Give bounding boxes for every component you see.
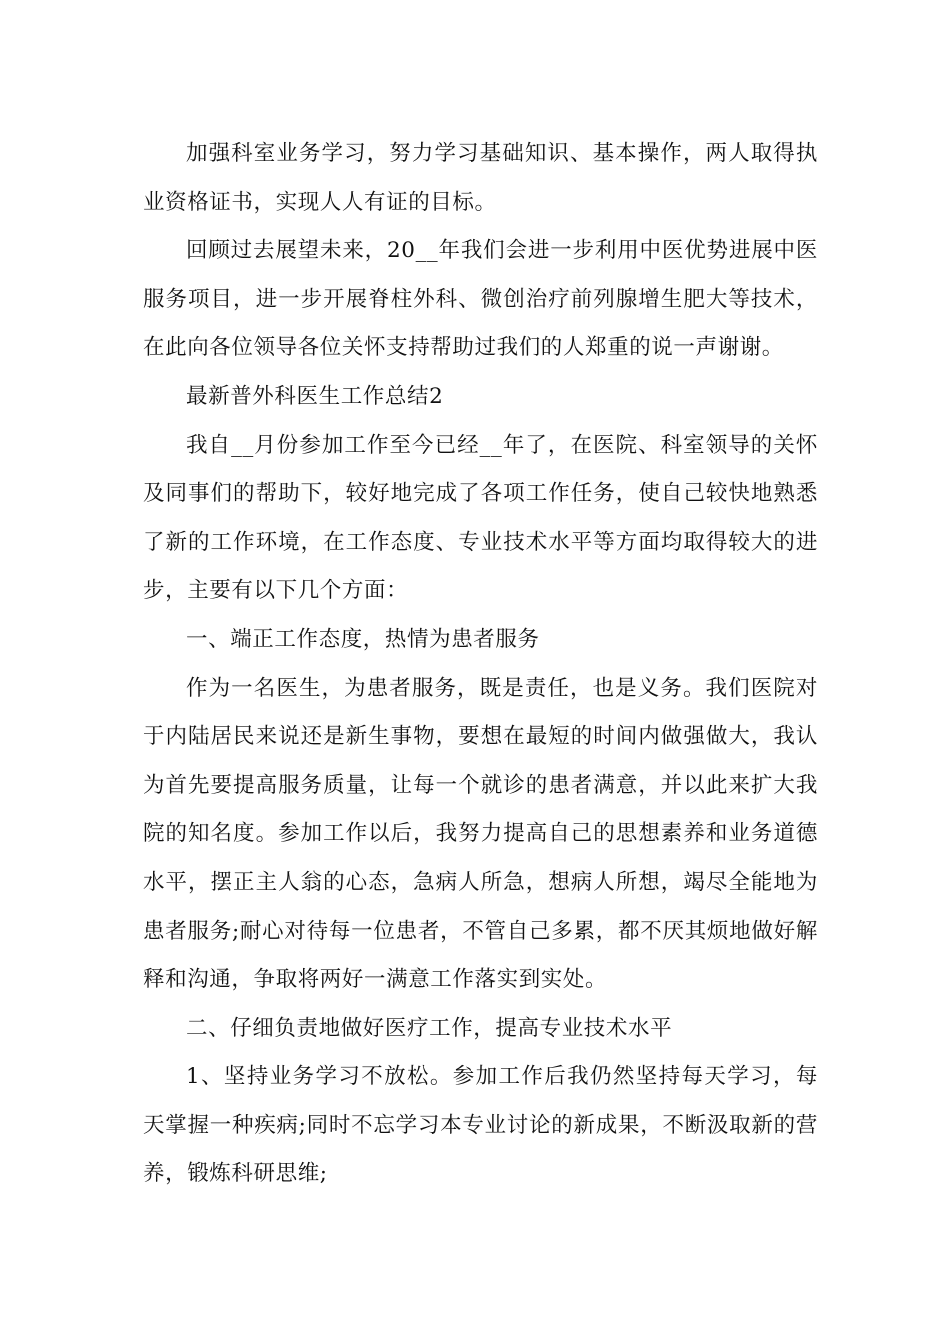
document-body xyxy=(143,130,818,1199)
paragraph-learning: 1、坚持业务学习不放松。参加工作后我仍然坚持每天学习，每天掌握一种疾病;同时不忘学习本专业讨论的新成果，不断汲取新的营养，锻炼科研思维; xyxy=(143,1064,818,1187)
heading-attitude: 一、端正工作态度，热情为患者服务 xyxy=(186,626,540,652)
paragraph-outlook: 回顾过去展望未来，20__年我们会进一步利用中医优势进展中医服务项目，进一步开展脊柱外科、微创治疗前列腺增生肥大等技术，在此向各位领导各位关怀支持帮助过我们的人郑重的说一声谢谢。 xyxy=(143,238,818,361)
heading-medical-work: 二、仔细负责地做好医疗工作，提高专业技术水平 xyxy=(186,1015,673,1041)
paragraph-intro: 我自__月份参加工作至今已经__年了，在医院、科室领导的关怀及同事们的帮助下，较好地完成了各项工作任务，使自己较快地熟悉了新的工作环境，在工作态度、专业技术水平等方面均取得较大的进步，主要有以下几个方面： xyxy=(143,432,818,604)
paragraph-service: 作为一名医生，为患者服务，既是责任，也是义务。我们医院对于内陆居民来说还是新生事物，要想在最短的时间内做强做大，我认为首先要提高服务质量，让每一个就诊的患者满意，并以此来扩大我院的知名度。参加工作以后，我努力提高自己的思想素养和业务道德水平，摆正主人翁的心态，急病人所急，想病人所想，竭尽全能地为患者服务;耐心对待每一位患者，不管自己多累，都不厌其烦地做好解释和沟通，争取将两好一满意工作落实到实处。 xyxy=(143,675,818,993)
paragraph-study: 加强科室业务学习，努力学习基础知识、基本操作，两人取得执业资格证书，实现人人有证的目标。 xyxy=(143,141,818,215)
section-title: 最新普外科医生工作总结2 xyxy=(186,383,444,409)
